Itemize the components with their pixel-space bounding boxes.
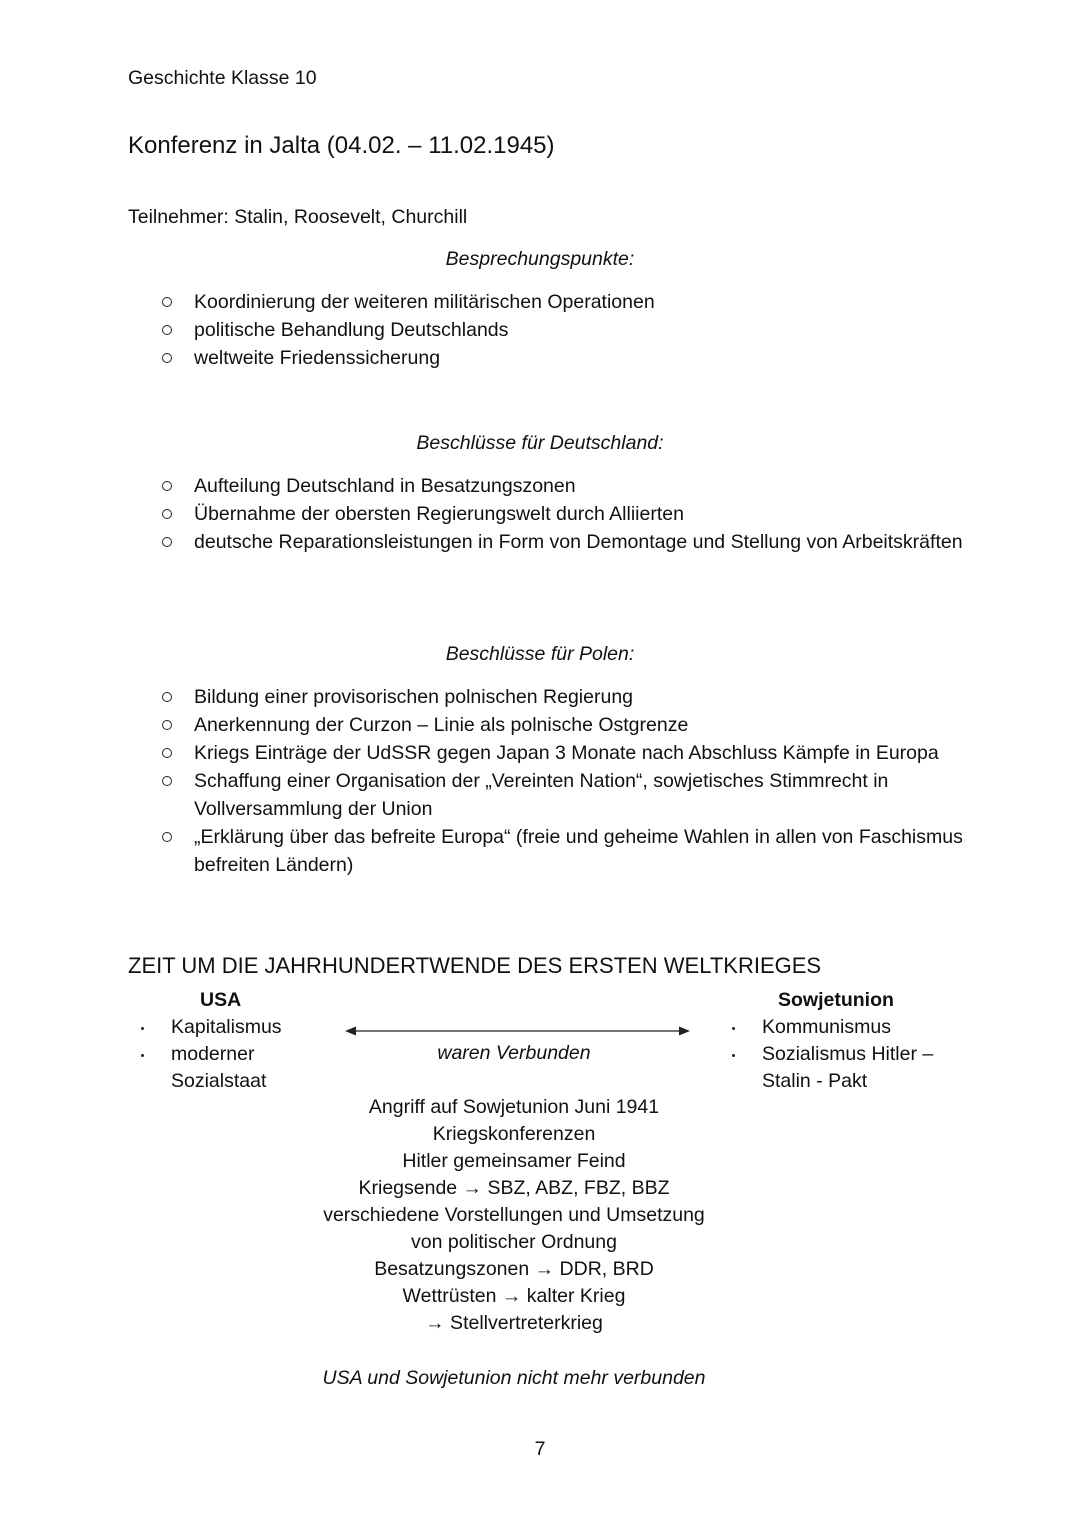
- circle-bullet-icon: [162, 297, 172, 307]
- timeline-line: Besatzungszonen → DDR, BRD: [374, 1258, 654, 1280]
- timeline-line: Angriff auf Sowjetunion Juni 1941: [368, 1096, 660, 1118]
- list-item: Kapitalismus: [141, 1014, 281, 1041]
- list-item: „Erklärung über das befreite Europa“ (freie und geheime Wahlen in allen von Faschismus befreiten Ländern): [160, 823, 964, 879]
- list-item: Übernahme der obersten Regierungswelt durch Alliierten: [160, 500, 964, 528]
- dot-bullet-icon: [141, 1027, 144, 1030]
- participants-line: Teilnehmer: Stalin, Roosevelt, Churchill: [128, 206, 468, 228]
- circle-bullet-icon: [162, 537, 172, 547]
- section-heading-polen: Beschlüsse für Polen:: [445, 643, 635, 665]
- timeline-line: Kriegsende → SBZ, ABZ, FBZ, BBZ: [358, 1177, 670, 1199]
- usa-title: USA: [200, 989, 242, 1011]
- circle-bullet-icon: [162, 692, 172, 702]
- section-heading-besprechungspunkte: Besprechungspunkte:: [445, 248, 635, 270]
- timeline-line: verschiedene Vorstellungen und Umsetzung: [323, 1204, 705, 1226]
- list-item: Sozialismus Hitler – Stalin - Pakt: [732, 1041, 952, 1095]
- timeline-line: Hitler gemeinsamer Feind: [402, 1150, 626, 1172]
- circle-bullet-icon: [162, 832, 172, 842]
- list-item: Schaffung einer Organisation der „Vereinten Nation“, sowjetisches Stimmrecht in Vollversammlung der Union: [160, 767, 964, 823]
- timeline-line: Wettrüsten → kalter Krieg: [402, 1285, 626, 1307]
- dot-bullet-icon: [141, 1054, 144, 1057]
- timeline-line: von politischer Ordnung: [411, 1231, 617, 1253]
- list-item: Kommunismus: [732, 1014, 952, 1041]
- circle-bullet-icon: [162, 748, 172, 758]
- section-heading-deutschland: Beschlüsse für Deutschland:: [416, 432, 664, 454]
- circle-bullet-icon: [162, 325, 172, 335]
- list-item: Kriegs Einträge der UdSSR gegen Japan 3 Monate nach Abschluss Kämpfe in Europa: [160, 739, 964, 767]
- sowjetunion-title: Sowjetunion: [778, 989, 894, 1011]
- circle-bullet-icon: [162, 776, 172, 786]
- list-item: Anerkennung der Curzon – Linie als polnische Ostgrenze: [160, 711, 964, 739]
- circle-bullet-icon: [162, 720, 172, 730]
- circle-bullet-icon: [162, 353, 172, 363]
- conclusion-line: USA und Sowjetunion nicht mehr verbunden: [322, 1367, 706, 1389]
- list-item: politische Behandlung Deutschlands: [160, 316, 964, 344]
- list-item: deutsche Reparationsleistungen in Form von Demontage und Stellung von Arbeitskräften: [160, 528, 964, 556]
- timeline-line: Kriegskonferenzen: [432, 1123, 596, 1145]
- page-title: Konferenz in Jalta (04.02. – 11.02.1945): [128, 132, 555, 159]
- circle-bullet-icon: [162, 509, 172, 519]
- list-deutschland: [160, 472, 964, 556]
- page-number: 7: [534, 1438, 546, 1460]
- usa-list: [141, 1014, 281, 1095]
- list-item: Koordinierung der weiteren militärischen Operationen: [160, 288, 964, 316]
- list-item: Aufteilung Deutschland in Besatzungszonen: [160, 472, 964, 500]
- list-besprechungspunkte: [160, 288, 964, 372]
- circle-bullet-icon: [162, 481, 172, 491]
- list-polen: [160, 683, 964, 879]
- list-item: moderner Sozialstaat: [141, 1041, 281, 1095]
- sowjetunion-list: [732, 1014, 952, 1095]
- double-arrow-icon: [345, 1023, 690, 1039]
- page-header: Geschichte Klasse 10: [128, 67, 317, 89]
- timeline-block: [270, 1094, 758, 1337]
- list-item: weltweite Friedenssicherung: [160, 344, 964, 372]
- timeline-line: → Stellvertreterkrieg: [425, 1312, 603, 1334]
- dot-bullet-icon: [732, 1027, 735, 1030]
- arrow-label: waren Verbunden: [437, 1042, 591, 1064]
- zeit-heading: ZEIT UM DIE JAHRHUNDERTWENDE DES ERSTEN WELTKRIEGES: [128, 953, 822, 978]
- list-item: Bildung einer provisorischen polnischen Regierung: [160, 683, 964, 711]
